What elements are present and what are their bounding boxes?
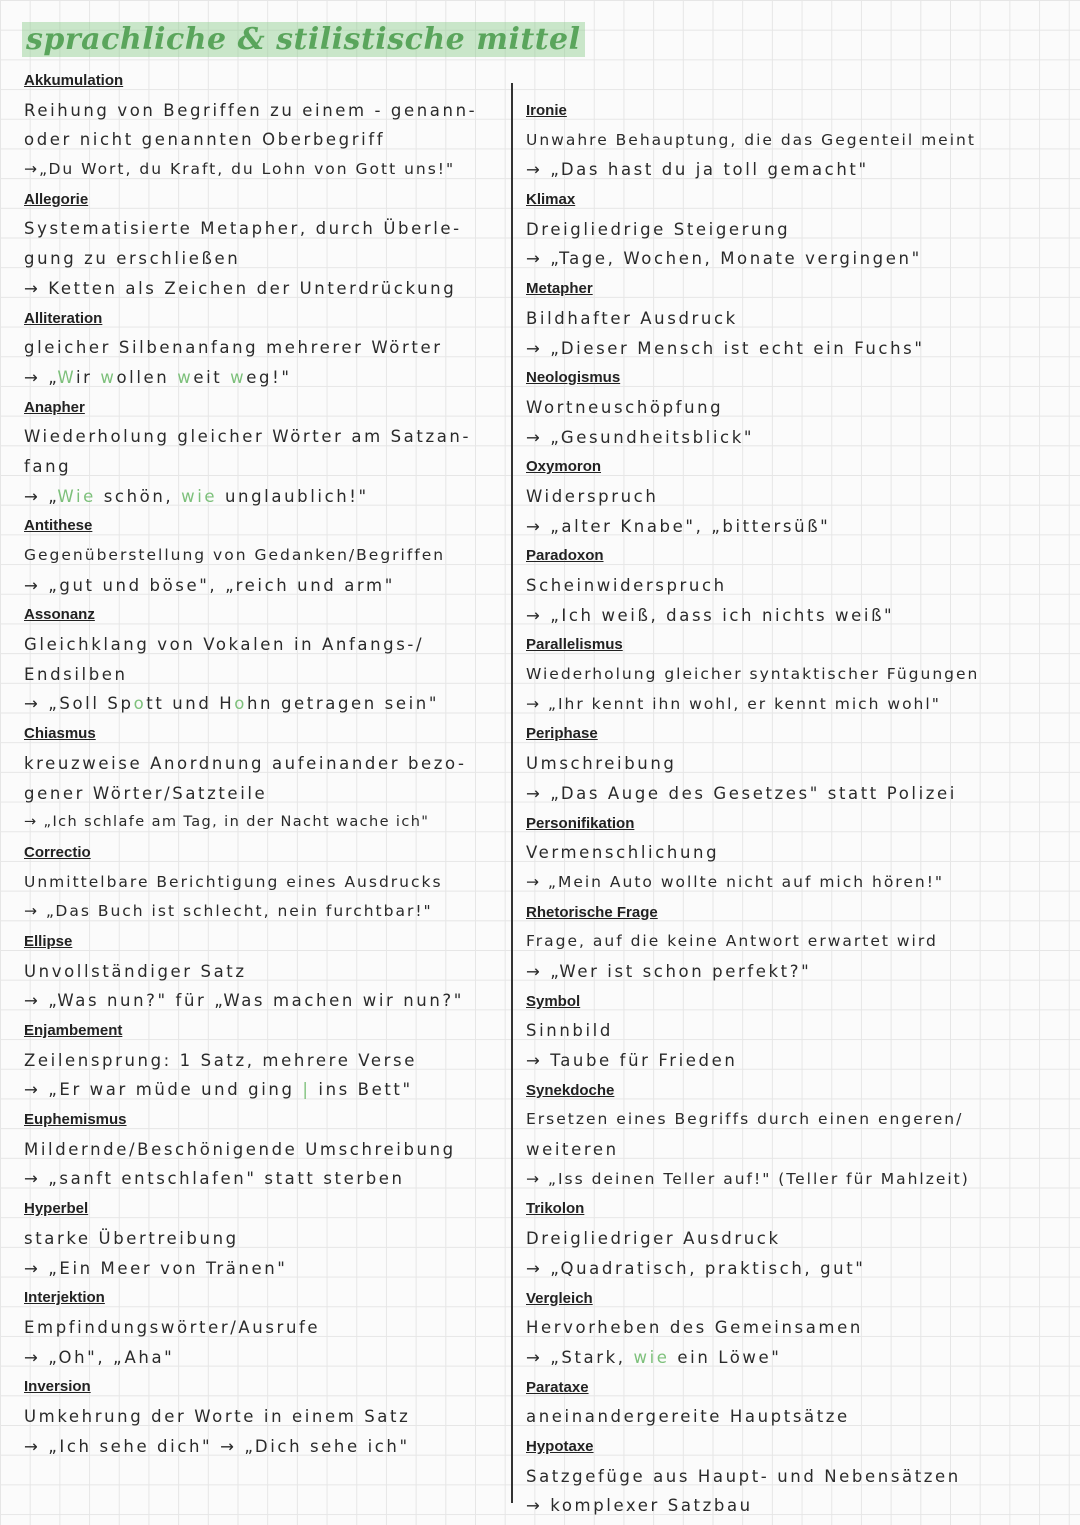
definition-line: Zeilensprung: 1 Satz, mehrere Verse [24,1050,417,1070]
definition-line: Gleichklang von Vokalen in Anfangs-/ [24,635,425,655]
entry-chiasmus [24,719,506,838]
example-line: → „Ich schlafe am Tag, in der Nacht wache ich" [24,814,430,831]
entry-vergleich [526,1284,1066,1373]
definition-line: Mildernde/Beschönigende Umschreibung [24,1139,456,1159]
term-heading: Inversion [24,1378,91,1396]
definition-line: Wiederholung gleicher Wörter am Satzan- [24,427,472,447]
entry-ironie [526,96,1066,185]
highlighted-word: wie [181,486,218,506]
example-text: ir [75,367,101,387]
entry-parallelismus [526,630,1066,719]
entry-klimax [526,185,1066,274]
term-heading: Assonanz [24,606,95,624]
entry-inversion [24,1372,506,1461]
definition-line: Hervorheben des Gemeinsamen [526,1318,863,1338]
entry-euphemismus [24,1105,506,1194]
column-divider [511,83,513,1503]
page-title-text: sprachliche & stilistische mittel [22,22,585,57]
term-heading: Hypotaxe [526,1437,594,1455]
term-heading: Symbol [526,992,581,1010]
term-heading: Antithese [24,517,93,535]
example-line: → „alter Knabe", „bittersüß" [526,516,831,536]
entry-synekdoche [526,1076,1066,1195]
entry-anapher [24,393,506,512]
right-column [526,96,1066,1521]
page-title [22,22,585,57]
entry-allegorie [24,185,506,304]
term-heading: Allegorie [24,190,89,208]
example-line: →„Du Wort, du Kraft, du Lohn von Gott uns!" [24,160,456,179]
line-break-marker: | [302,1080,311,1100]
definition-line: Satzgefüge aus Haupt- und Nebensätzen [526,1466,961,1486]
example-line: → „Ein Meer von Tränen" [24,1258,288,1278]
definition-line: Dreigliedrige Steigerung [526,219,791,239]
example-line: → „Wer ist schon perfekt?" [526,961,812,981]
term-heading: Synekdoche [526,1081,615,1099]
term-heading: Euphemismus [24,1111,127,1129]
term-heading: Rhetorische Frage [526,903,658,921]
entry-hyperbel [24,1194,506,1283]
entry-enjambement [24,1016,506,1105]
definition-line: Scheinwiderspruch [526,576,727,595]
example-line: → Ketten als Zeichen der Unterdrückung [24,278,457,298]
definition-line: weiteren [526,1140,619,1160]
example-text: schön, [95,486,182,506]
definition-line: Umschreibung [526,754,677,774]
example-line: → „Gesundheitsblick" [526,427,755,447]
example-text: → „Soll Sp [24,694,134,714]
definition-line: Unvollständiger Satz [24,961,247,981]
term-heading: Anapher [24,398,85,416]
example-text: tt und H [146,694,235,714]
example-line: → komplexer Satzbau [526,1496,753,1516]
entry-hypotaxe [526,1432,1066,1521]
example-text: → „ [24,486,58,506]
term-heading: Klimax [526,191,576,209]
term-heading: Akkumulation [24,72,124,89]
definition-line: fang [24,456,72,476]
example-text: unglaublich!" [217,486,369,506]
highlighted-letter: w [177,367,194,387]
example-text: → „Stark, [526,1347,634,1367]
definition-line: aneinandergereite Hauptsätze [526,1407,850,1427]
highlighted-word: wie [633,1347,670,1367]
term-heading: Enjambement [24,1022,123,1039]
example-text: ollen [116,367,178,387]
definition-line: Frage, auf die keine Antwort erwartet wird [526,932,938,951]
definition-line: Gegenüberstellung von Gedanken/Begriffen [24,546,446,564]
example-line: → „Ich weiß, dass ich nichts weiß" [526,605,895,625]
example-text: → „Er war müde und ging [24,1080,303,1100]
definition-line: Systematisierte Metapher, durch Überle- [24,219,462,239]
entry-symbol [526,987,1066,1076]
example-line: → „Das Buch ist schlecht, nein furchtbar!" [24,902,433,921]
definition-line: Ersetzen eines Begriffs durch einen engeren/ [526,1110,964,1129]
highlighted-letter: w [230,367,247,387]
term-heading: Ellipse [24,932,73,950]
example-line: → Taube für Frieden [526,1051,738,1070]
example-text: eg!" [246,367,292,387]
example-text: hn getragen sein" [247,694,440,714]
term-heading: Personifikation [526,814,635,832]
definition-line: Widerspruch [526,486,659,506]
term-heading: Alliteration [24,309,103,327]
highlighted-letter: w [100,367,117,387]
definition-line: oder nicht genannten Oberbegriff [24,130,386,150]
left-column [24,66,506,1461]
entry-neologismus [526,363,1066,452]
entry-periphrase [526,719,1066,808]
term-heading: Metapher [526,280,593,298]
definition-line: Bildhafter Ausdruck [526,308,738,328]
entry-interjektion [24,1283,506,1372]
example-line [24,689,506,719]
definition-line: Sinnbild [526,1021,613,1041]
entry-assonanz [24,600,506,719]
term-heading: Neologismus [526,369,621,387]
example-line: → „Das Auge des Gesetzes" statt Polizei [526,783,957,803]
term-heading: Hyperbel [24,1200,89,1218]
entry-correctio [24,838,506,927]
term-heading: Correctio [24,843,91,861]
term-heading: Chiasmus [24,725,96,743]
entry-metapher [526,274,1066,363]
definition-line: gener Wörter/Satzteile [24,783,268,803]
entry-trikolon [526,1194,1066,1283]
entry-ellipse [24,927,506,1016]
term-heading: Paradoxon [526,547,604,565]
example-line: → „Tage, Wochen, Monate vergingen" [526,249,922,269]
example-line: → „sanft entschlafen" statt sterben [24,1169,405,1189]
definition-line: starke Übertreibung [24,1228,239,1248]
entry-parataxe [526,1373,1066,1432]
example-text: ins Bett" [310,1080,413,1100]
term-heading: Periphase [526,725,598,743]
definition-line: Empfindungswörter/Ausrufe [24,1317,321,1337]
term-heading: Oxymoron [526,458,602,476]
highlighted-letter: o [133,694,147,714]
example-line: → „Was nun?" für „Was machen wir nun?" [24,991,464,1011]
definition-line: Unmittelbare Berichtigung eines Ausdrucks [24,872,443,891]
example-line: → „Iss deinen Teller auf!" (Teller für Mahlzeit) [526,1169,970,1188]
example-line: → „Ihr kennt ihn wohl, er kennt mich wohl" [526,694,941,713]
entry-rhetorische-frage [526,898,1066,987]
term-heading: Trikolon [526,1200,585,1218]
definition-line: Dreigliedriger Ausdruck [526,1229,781,1249]
highlighted-letter: W [57,367,76,387]
highlighted-word: Wie [57,486,96,506]
entry-oxymoron [526,452,1066,541]
term-heading: Interjektion [24,1289,105,1307]
entry-antithese [24,511,506,600]
example-line: → „Das hast du ja toll gemacht" [526,160,869,180]
definition-line: Unwahre Behauptung, die das Gegenteil meint [526,130,976,149]
example-line [24,363,506,393]
definition-line: Wiederholung gleicher syntaktischer Fügungen [526,665,980,684]
entry-paradoxon [526,541,1066,630]
example-line: → „Mein Auto wollte nicht auf mich hören!" [526,872,945,891]
definition-line: Umkehrung der Worte in einem Satz [24,1406,411,1426]
entry-akkumulation [24,66,506,185]
example-text: → „ [24,367,58,387]
entry-alliteration [24,304,506,393]
term-heading: Ironie [526,102,567,119]
example-line: → „Quadratisch, praktisch, gut" [526,1258,866,1278]
term-heading: Vergleich [526,1289,593,1307]
definition-line: gung zu erschließen [24,249,241,269]
definition-line: kreuzweise Anordnung aufeinander bezo- [24,753,467,773]
example-line: → „Dieser Mensch ist echt ein Fuchs" [526,338,925,358]
definition-line: Wortneuschöpfung [526,397,724,417]
highlighted-letter: o [234,694,247,714]
example-line: → „gut und böse", „reich und arm" [24,575,395,595]
example-line: → „Oh", „Aha" [24,1347,175,1367]
definition-line: Vermenschlichung [526,843,720,863]
example-line: → „Ich sehe dich" → „Dich sehe ich" [24,1436,410,1456]
entry-personifikation [526,809,1066,898]
example-line [526,1343,1066,1373]
example-text: eit [193,367,231,387]
example-line [24,482,506,512]
example-text: ein Löwe" [669,1347,782,1367]
term-heading: Parataxe [526,1378,589,1396]
example-line [24,1075,506,1105]
definition-line: Reihung von Begriffen zu einem - genann- [24,100,478,120]
definition-line: Endsilben [24,664,128,684]
definition-line: gleicher Silbenanfang mehrerer Wörter [24,338,443,358]
term-heading: Parallelismus [526,636,623,654]
